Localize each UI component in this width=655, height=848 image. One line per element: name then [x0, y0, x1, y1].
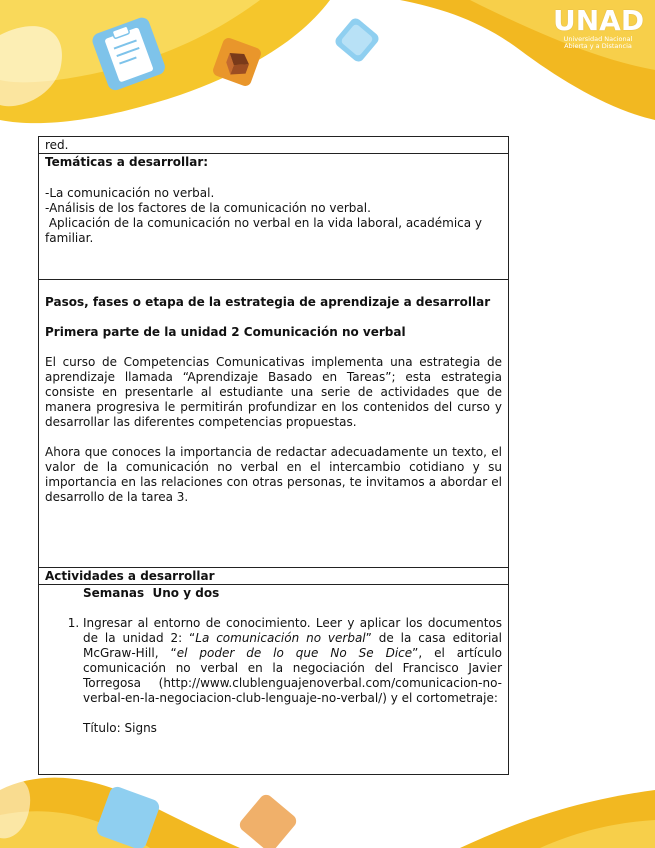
actividades-cell — [39, 568, 509, 585]
item1-part1: Ingresar al entorno de conocimiento. Leer y aplicar los documentos de la unidad 2: “ — [83, 616, 502, 645]
pasos-subheading: Primera parte de la unidad 2 Comunicación no verbal — [45, 325, 406, 339]
semanas-heading: Semanas Uno y dos — [83, 586, 220, 600]
logo-subtitle-1: Universidad Nacional — [563, 35, 633, 43]
item1-part3: ”, el artículo comunicación no verbal en la negociación del Francisco Javier Torregosa (http://www.clublenguajenoverbal.com/comunicacion-no-verbal-en-la-negociacion-club-lenguaje-no-verbal/) y el cortometraje: — [83, 646, 502, 705]
tematica-item: -La comunicación no verbal. — [45, 186, 215, 200]
bottom-orange-tile-icon — [237, 792, 299, 848]
row-tematicas — [39, 154, 509, 280]
logo-wordmark: UNAD — [553, 4, 645, 37]
tematica-item: -Análisis de los factores de la comunicación no verbal. — [45, 201, 371, 215]
activity-list — [45, 616, 502, 706]
blue-tile-icon — [333, 16, 381, 64]
titulo-line: Título: Signs — [83, 721, 157, 735]
tematicas-heading: Temáticas a desarrollar: — [45, 155, 209, 169]
logo-subtitle-2: Abierta y a Distancia — [564, 42, 632, 50]
row-actividades — [39, 568, 509, 585]
activity-guide-table — [38, 136, 509, 775]
item1-italic1: La comunicación no verbal — [195, 631, 366, 645]
pasos-cell — [39, 280, 509, 568]
semanas-cell — [39, 585, 509, 775]
pasos-paragraph-1: El curso de Competencias Comunicativas implementa una estrategia de aprendizaje llamada “Aprendizaje Basado en Tareas”; esta estrategia consiste en presentarle al estudiante una serie de actividades que de manera progresiva le permitirán profundizar en los contenidos del curso y desarrollar las diferentes competencias propuestas. — [45, 355, 502, 429]
row-pasos — [39, 280, 509, 568]
item1-italic2: el poder de lo que No Se Dice — [176, 646, 413, 660]
actividades-heading: Actividades a desarrollar — [45, 569, 215, 583]
red-cell — [39, 137, 509, 154]
activity-item-1 — [83, 616, 502, 706]
tematicas-cell — [39, 154, 509, 280]
red-text: red. — [45, 138, 69, 152]
row-semanas — [39, 585, 509, 775]
pasos-paragraph-2: Ahora que conoces la importancia de redactar adecuadamente un texto, el valor de la comunicación no verbal en el intercambio cotidiano y su importancia en las relaciones con otras personas, te invitamos a abordar el desarrollo de la tarea 3. — [45, 445, 502, 504]
pasos-heading: Pasos, fases o etapa de la estrategia de aprendizaje a desarrollar — [45, 295, 491, 309]
row-red — [39, 137, 509, 154]
tematica-item: Aplicación de la comunicación no verbal en la vida laboral, académica y familiar. — [45, 216, 486, 245]
item1-part2: ” de la casa editorial McGraw-Hill, “ — [83, 631, 502, 660]
unad-logo — [553, 6, 643, 58]
